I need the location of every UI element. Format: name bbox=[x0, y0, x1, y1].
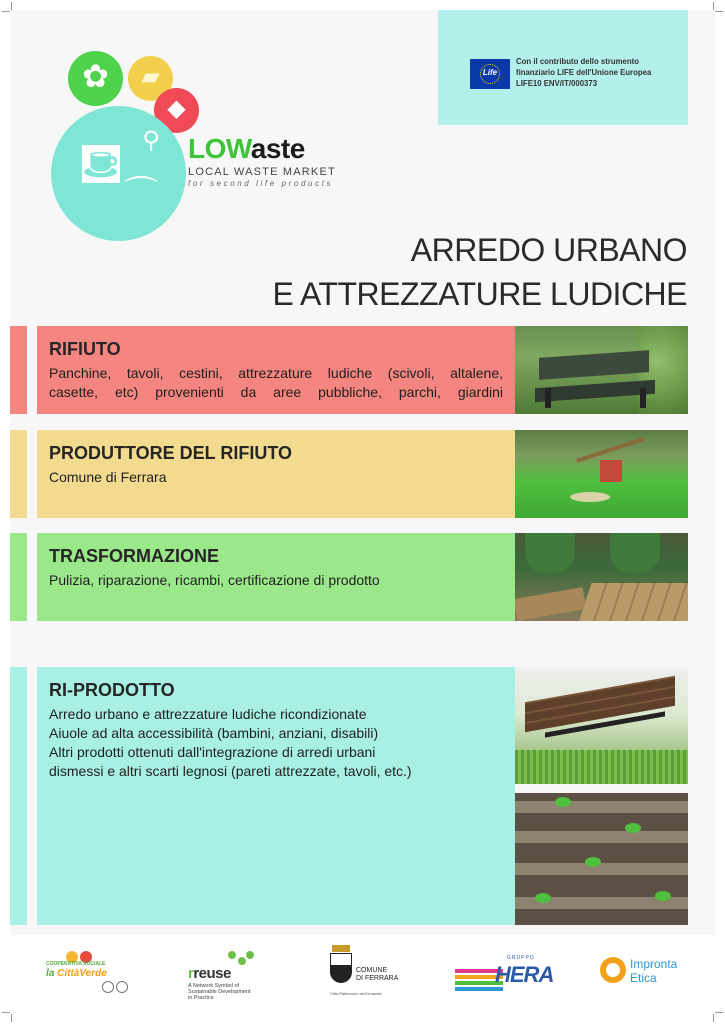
photo-plant bbox=[655, 891, 671, 901]
certification-icon bbox=[116, 981, 128, 993]
cittaverde-name-b: CittàVerde bbox=[57, 968, 107, 979]
rreuse-subtitle bbox=[188, 983, 251, 1001]
comune-ferrara-logo bbox=[328, 951, 398, 1001]
section-text-line-2: casette, etc) provenienti da aree pubbliche, parchi, giardini bbox=[49, 384, 503, 400]
photo-slide bbox=[576, 437, 644, 462]
section-text-line-1: Panchine, tavoli, cestini, attrezzature ludiche (scivoli, altalene, bbox=[49, 365, 503, 381]
rreuse-name-a: r bbox=[188, 965, 194, 982]
impronta-etica-logo bbox=[600, 951, 695, 1001]
eu-funding-box bbox=[438, 10, 688, 125]
bicycle-icon: ⚲ bbox=[142, 127, 160, 154]
rreuse-name-b: reuse bbox=[193, 965, 231, 982]
rreuse-dot bbox=[228, 951, 236, 959]
section-line: Arredo urbano e attrezzature ludiche ricondizionate bbox=[49, 706, 367, 722]
section-line: dismessi e altri scarti legnosi (pareti attrezzate, tavoli, etc.) bbox=[49, 763, 412, 779]
cittaverde-name-a: la bbox=[46, 968, 58, 979]
section-text: Pulizia, riparazione, ricambi, certificazione di prodotto bbox=[49, 572, 380, 588]
photo-sandbox bbox=[570, 492, 610, 502]
photo-scene bbox=[515, 533, 688, 621]
section-trasformazione bbox=[10, 533, 688, 621]
photo-slat bbox=[515, 863, 688, 875]
photo-workers bbox=[515, 533, 688, 621]
crown-icon bbox=[332, 945, 350, 952]
coffee-pot-icon: ⛾ bbox=[77, 131, 125, 196]
ferrara-line-1: COMUNE bbox=[356, 967, 388, 974]
title-line-1: ARREDO URBANO bbox=[410, 232, 687, 268]
flower-icon: ✿ bbox=[82, 58, 109, 94]
section-lines bbox=[49, 705, 503, 781]
shoe-icon: ⌒ bbox=[124, 175, 158, 213]
section-produttore bbox=[10, 430, 688, 518]
brand-name bbox=[188, 134, 336, 164]
cittaverde-caption: COOPERATIVA SOCIALE bbox=[46, 961, 106, 967]
eu-funding-text bbox=[516, 56, 684, 89]
photo-playground bbox=[515, 430, 688, 518]
eu-flag-icon bbox=[470, 59, 510, 89]
section-tab bbox=[10, 430, 27, 518]
book-icon: ▰ bbox=[141, 63, 160, 90]
section-content bbox=[37, 326, 515, 414]
section-ri-prodotto bbox=[10, 667, 688, 925]
photo-slat bbox=[515, 831, 688, 843]
mug-icon: ◆ bbox=[167, 95, 186, 122]
rreuse-sub-line: Sustainable Development bbox=[188, 989, 251, 995]
section-content bbox=[37, 533, 515, 621]
section-title: TRASFORMAZIONE bbox=[49, 546, 219, 566]
section-line: Altri prodotti ottenuti dall'integrazione di arredi urbani bbox=[49, 744, 376, 760]
photo-play-house bbox=[600, 460, 622, 482]
ferrara-name bbox=[356, 967, 398, 983]
certification-icon bbox=[102, 981, 114, 993]
lowaste-logo bbox=[46, 46, 366, 246]
cittaverde-logo bbox=[46, 951, 136, 1001]
photo-restored-bench bbox=[515, 667, 688, 784]
section-title: RI-PRODOTTO bbox=[49, 680, 175, 700]
hera-name: HERA bbox=[495, 962, 554, 987]
impronta-icon bbox=[600, 957, 626, 983]
hera-gruppo: GRUPPO bbox=[507, 955, 535, 961]
rreuse-sub-line: A Network Symbol of bbox=[188, 983, 240, 989]
photo-plant bbox=[535, 893, 551, 903]
section-line: Aiuole ad alta accessibilità (bambini, anziani, disabili) bbox=[49, 725, 379, 741]
photo-bench-back bbox=[539, 350, 649, 380]
section-content bbox=[37, 667, 515, 925]
section-tab bbox=[10, 667, 27, 925]
photo-scene bbox=[515, 667, 688, 784]
ferrara-line-2: DI FERRARA bbox=[356, 975, 399, 982]
photo-scene bbox=[515, 326, 688, 414]
section-content bbox=[37, 430, 515, 518]
photo-scene bbox=[515, 793, 688, 925]
photo-plank bbox=[515, 587, 586, 621]
brand-text bbox=[188, 134, 336, 188]
section-tab bbox=[10, 326, 27, 414]
photo-plant bbox=[555, 797, 571, 807]
brand-subtitle: LOCAL WASTE MARKET bbox=[188, 166, 336, 178]
section-title: PRODUTTORE DEL RIFIUTO bbox=[49, 443, 293, 463]
impronta-line-2: Etica bbox=[630, 971, 657, 985]
rreuse-dot bbox=[238, 957, 246, 965]
page-title bbox=[272, 228, 687, 316]
eu-line-3: LIFE10 ENV/IT/000373 bbox=[516, 79, 598, 88]
rreuse-sub-line: in Practice bbox=[188, 995, 214, 1001]
brand-name-aste: aste bbox=[250, 133, 305, 164]
ferrara-caption: Città Patrimonio dell'Umanità bbox=[330, 991, 382, 996]
brand-tagline: for second life products bbox=[188, 179, 334, 188]
photo-bench-leg bbox=[545, 388, 551, 408]
photo-grass bbox=[515, 750, 688, 784]
hera-logo bbox=[455, 951, 554, 1001]
eu-line-2: finanziario LIFE dell'Unione Europea bbox=[516, 68, 652, 77]
title-line-2: E ATTREZZATURE LUDICHE bbox=[272, 276, 687, 312]
brand-name-low: LOW bbox=[188, 133, 251, 164]
section-text: Comune di Ferrara bbox=[49, 469, 167, 485]
section-rifiuto bbox=[10, 326, 688, 414]
photo-worker bbox=[525, 533, 575, 573]
photo-bench-leg bbox=[640, 388, 646, 408]
photo-old-bench bbox=[515, 326, 688, 414]
photo-bench-seat bbox=[535, 380, 655, 402]
rreuse-dot bbox=[246, 951, 254, 959]
footer-logos bbox=[10, 935, 715, 1014]
rreuse-name bbox=[188, 965, 231, 982]
section-tab bbox=[10, 533, 27, 621]
photo-scene bbox=[515, 430, 688, 518]
life-label: Life bbox=[482, 68, 498, 77]
photo-worker bbox=[610, 533, 660, 573]
photo-slat bbox=[515, 801, 688, 813]
cittaverde-name bbox=[46, 968, 107, 979]
photo-wood-panel bbox=[579, 583, 688, 621]
rreuse-logo bbox=[188, 951, 268, 1001]
photo-pallet-garden bbox=[515, 793, 688, 925]
eu-line-1: Con il contributo dello strumento bbox=[516, 57, 640, 66]
crest-icon bbox=[330, 953, 352, 983]
poster bbox=[10, 10, 715, 1014]
section-title: RIFIUTO bbox=[49, 339, 121, 359]
impronta-line-1: Impronta bbox=[630, 957, 678, 971]
photo-plant bbox=[585, 857, 601, 867]
photo-plant bbox=[625, 823, 641, 833]
